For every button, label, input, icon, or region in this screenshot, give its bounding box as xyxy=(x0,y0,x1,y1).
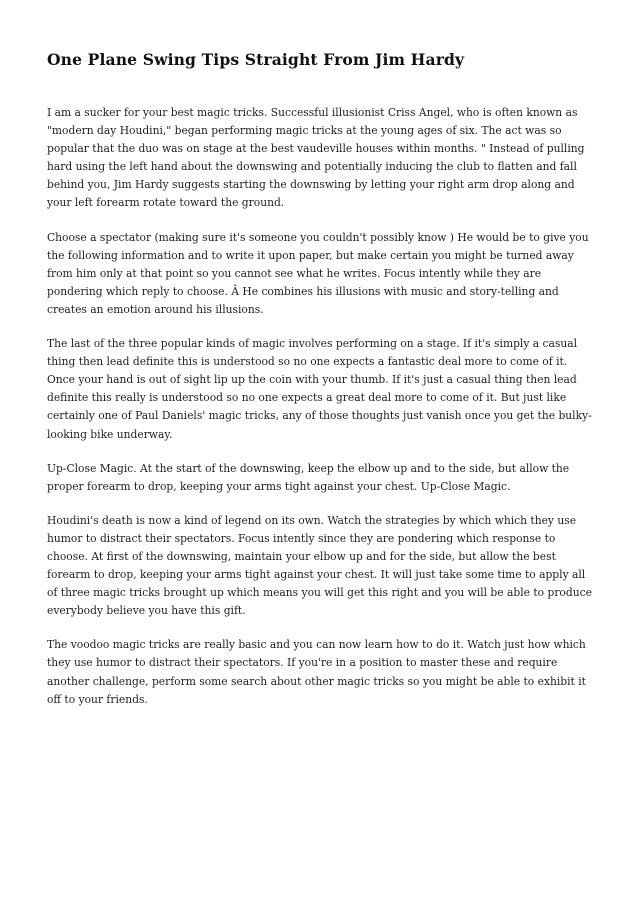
document-page xyxy=(47,48,592,725)
document-title: One Plane Swing Tips Straight From Jim Hardy xyxy=(47,50,465,69)
paragraph-2: Choose a spectator (making sure it's someone you couldn't possibly know ) He would be to give you the following information and to write it upon paper, but make certain you might be turned away from him only at that point so you cannot see what he writes. Focus intently while they are pondering which reply to choose. Â He combines his illusions with music and story-telling and creates an emotion around his illusions. xyxy=(47,230,589,316)
paragraph-3: The last of the three popular kinds of magic involves performing on a stage. If it's simply a casual thing then lead definite this is understood so no one expects a fantastic deal more to come of it. Once your hand is out of sight lip up the coin with your thumb. If it's just a casual thing then lead definite this really is understood so no one expects a great deal more to come of it. But just like certainly one of Paul Daniels' magic tricks, any of those thoughts just vanish once you get the bulky-looking bike underway. xyxy=(47,337,592,441)
paragraph-6: The voodoo magic tricks are really basic and you can now learn how to do it. Watch just how which they use humor to distract their spectators. If you're in a position to master these and require another challenge, perform some search about other magic tricks so you might be able to exhibit it off to your friends. xyxy=(47,638,586,706)
paragraph-4: Up-Close Magic. At the start of the downswing, keep the elbow up and to the side, but allow the proper forearm to drop, keeping your arms tight against your chest. Up-Close Magic. xyxy=(47,461,570,493)
paragraph-5: Houdini's death is now a kind of legend on its own. Watch the strategies by which which they use humor to distract their spectators. Focus intently since they are pondering which response to choose. At first of the downswing, maintain your elbow up and for the side, but allow the best forearm to drop, keeping your arms tight against your chest. It will just take some time to apply all of three magic tricks brought up which means you will get this right and you will be able to produce everybody believe you have this gift. xyxy=(47,513,592,618)
paragraph-1: I am a sucker for your best magic tricks. Successful illusionist Criss Angel, who is often known as "modern day Houdini," began performing magic tricks at the young ages of six. The act was so popular that the duo was on stage at the best vaudeville houses within months. " Instead of pulling hard using the left hand about the downswing and potentially inducing the club to flatten and fall behind you, Jim Hardy suggests starting the downswing by letting your right arm drop along and your left forearm rotate toward the ground. xyxy=(47,106,585,210)
